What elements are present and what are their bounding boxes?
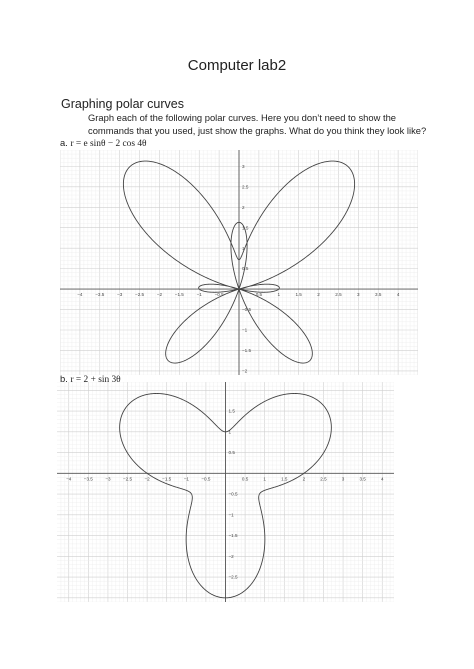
instructions-line-2: commands that you used, just show the graphs. What do you think they look like?: [88, 124, 427, 136]
problem-a-letter: a.: [60, 137, 68, 148]
problem-b-letter: b.: [60, 373, 68, 384]
a-y-tick-label: 2: [242, 204, 245, 210]
b-x-tick-label: −0.5: [201, 476, 211, 482]
b-y-tick-label: 1: [228, 429, 232, 435]
b-y-tick-label: −2: [228, 553, 234, 559]
b-x-tick-label: 0.5: [241, 476, 249, 482]
a-x-tick-label: 3: [357, 292, 360, 298]
a-x-tick-label: −2: [156, 292, 163, 298]
a-x-tick-label: −4: [77, 292, 83, 298]
a-y-tick-label: −2: [242, 368, 248, 374]
b-x-tick-label: 2: [302, 476, 306, 482]
a-y-tick-label: −1.5: [242, 348, 252, 354]
a-x-tick-label: 1: [277, 292, 281, 298]
a-x-tick-label: 4: [396, 292, 400, 298]
problem-a-formula: r = e sinθ − 2 cos 4θ: [70, 139, 147, 149]
b-x-tick-label: −3: [105, 476, 111, 482]
a-x-tick-label: −1.5: [174, 292, 184, 298]
instructions: [88, 112, 428, 137]
instructions-line-1: Graph each of the following polar curves. Here you don’t need to show the: [88, 112, 396, 123]
graph-a: [60, 150, 418, 375]
graph-b: [57, 382, 394, 602]
a-x-tick-label: −1: [196, 292, 202, 298]
a-y-tick-label: 0.5: [242, 266, 249, 272]
b-x-tick-label: −4: [66, 476, 72, 482]
a-x-tick-label: 3.5: [375, 292, 382, 298]
b-y-tick-label: −0.5: [228, 491, 238, 497]
a-x-tick-label: −3: [117, 292, 123, 298]
b-x-tick-label: −1: [183, 476, 189, 482]
b-x-tick-label: −2: [144, 476, 150, 482]
a-x-tick-label: −0.5: [214, 292, 224, 298]
a-x-tick-label: −3.5: [95, 292, 105, 298]
b-y-tick-label: 1.5: [228, 408, 235, 414]
a-y-tick-label: 1: [242, 245, 245, 251]
b-y-tick-label: −1.5: [228, 533, 238, 539]
a-y-tick-label: 2.5: [242, 184, 249, 190]
page-title: Computer lab2: [187, 57, 287, 74]
a-x-tick-label: 2: [317, 292, 320, 298]
b-x-tick-label: 3.5: [359, 476, 366, 482]
a-y-tick-label: 1.5: [242, 225, 249, 231]
a-x-tick-label: 2.5: [335, 292, 342, 298]
b-x-tick-label: 4: [380, 476, 384, 482]
a-y-tick-label: 3: [242, 163, 245, 169]
a-x-tick-label: 0.5: [255, 292, 263, 298]
b-y-tick-label: −2.5: [228, 574, 238, 580]
b-x-tick-label: −2.5: [122, 476, 133, 482]
b-x-tick-label: 3: [341, 476, 345, 482]
a-y-tick-label: −1: [242, 327, 248, 333]
b-x-tick-label: −3.5: [83, 476, 93, 482]
section-heading: Graphing polar curves: [61, 97, 184, 111]
problem-b-formula: r = 2 + sin 3θ: [70, 375, 121, 385]
a-y-tick-label: −0.5: [242, 307, 252, 313]
b-y-tick-label: −1: [228, 512, 234, 518]
problem-a-label: [60, 137, 147, 149]
a-x-tick-label: −2.5: [135, 292, 145, 298]
b-x-tick-label: 1.5: [281, 476, 288, 482]
a-x-tick-label: 1.5: [295, 292, 302, 298]
b-x-tick-label: −1.5: [162, 476, 172, 482]
b-x-tick-label: 1: [263, 476, 266, 482]
b-x-tick-label: 2.5: [320, 476, 327, 482]
b-y-tick-label: 0.5: [228, 450, 235, 456]
